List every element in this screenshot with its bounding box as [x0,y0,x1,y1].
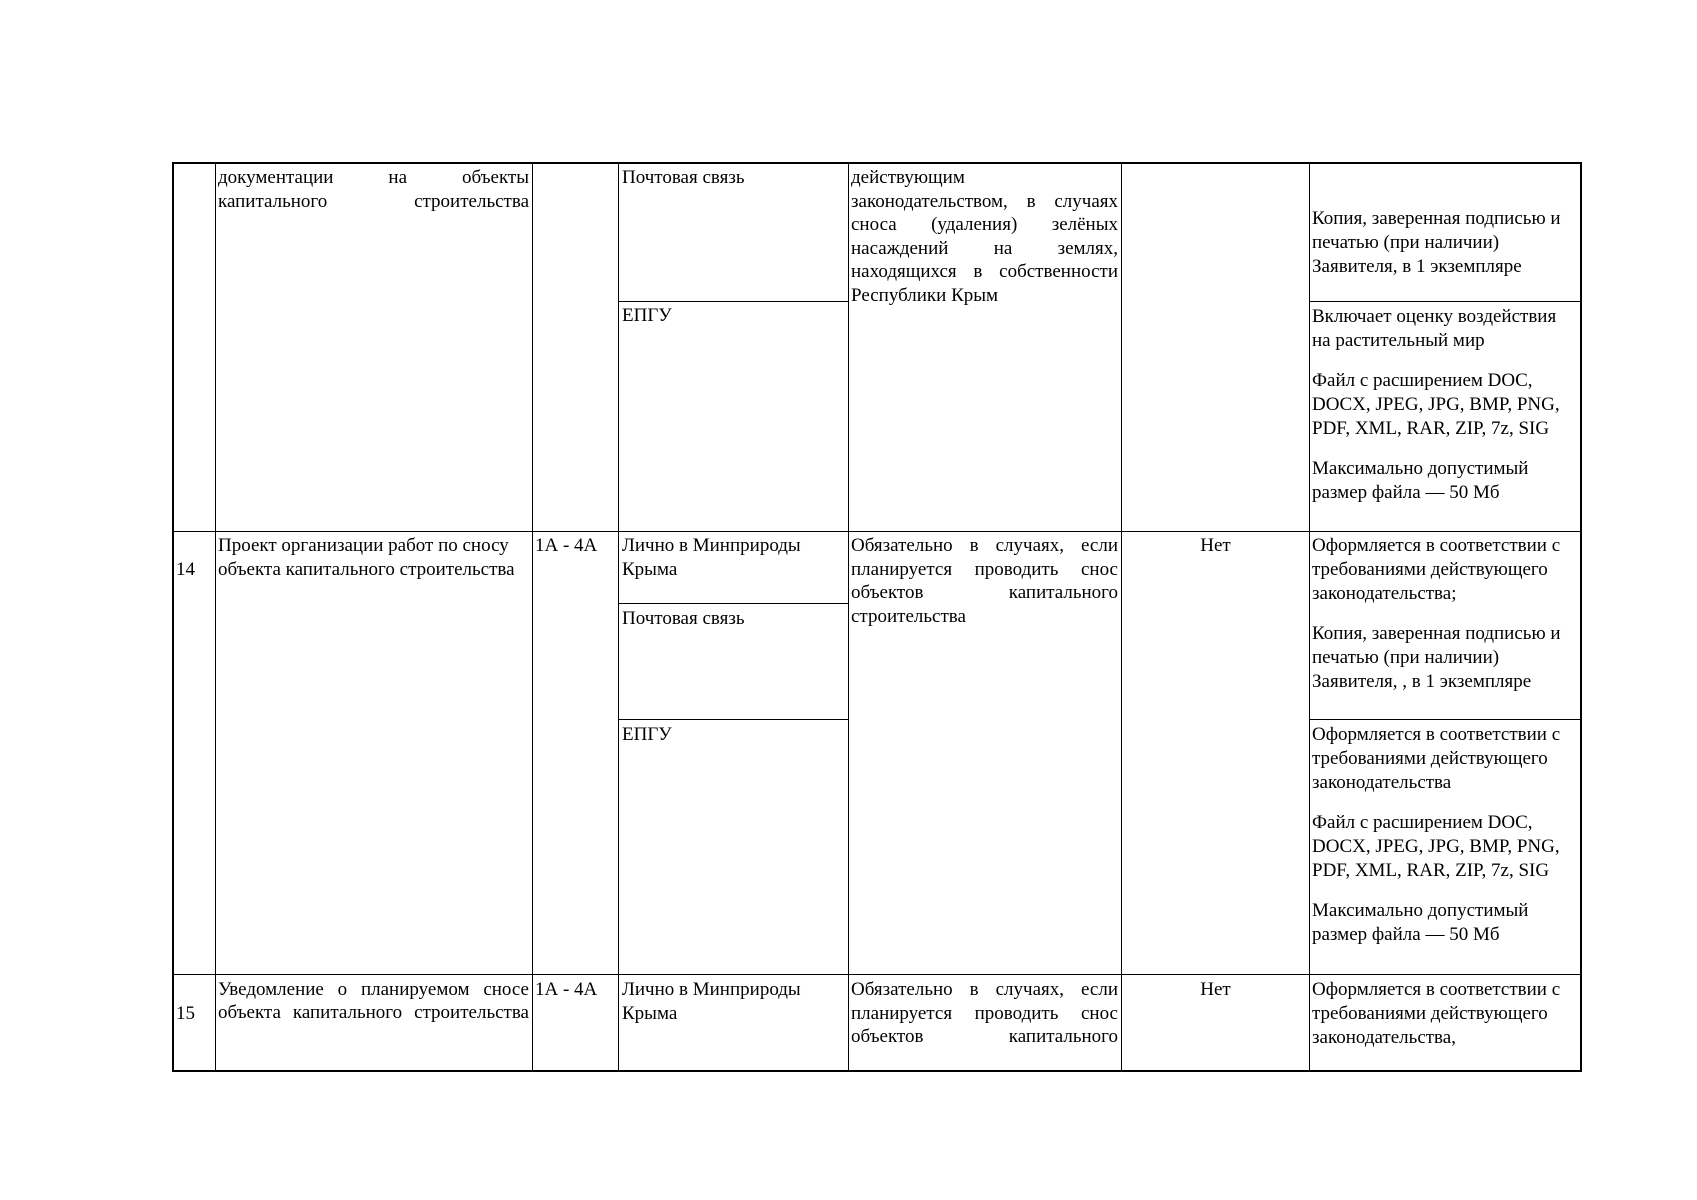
requirement-text: Максимально допустимый размер файла — 50 Мб [1312,458,1529,503]
column-separator [1309,162,1310,1072]
requirement-text: Файл с расширением DOC, DOCX, JPEG, JPG, BMP, PNG, PDF, XML, RAR, ZIP, 7z, SIG [1312,812,1560,881]
required-cell: Нет [1200,535,1231,556]
doc-name-cell: документации на объекты капитального строительства [218,167,529,212]
channel-cell: Почтовая связь [622,608,745,629]
doc-name-cell: Проект организации работ по сносу объекта капитального строительства [218,535,515,580]
requirement-text: Копия, заверенная подписью и печатью (при наличии) Заявителя, в 1 экземпляре [1312,208,1561,277]
channel-cell: Почтовая связь [622,167,745,188]
subrow-separator [618,719,848,720]
doc-name-cell: Уведомление о планируемом сносе объекта капитального строительства [218,979,529,1023]
row-separator [172,974,1582,975]
requirements-cell [1312,978,1580,1050]
channel-cell: Лично в Минприроды Крыма [622,535,801,580]
category-cell: 1А - 4А [535,535,598,556]
channel-cell: Лично в Минприроды Крыма [622,979,801,1024]
requirement-text: Включает оценку воздействия на растительный мир [1312,306,1557,351]
row-number: 15 [176,1003,195,1024]
table-border-top [172,162,1582,164]
table-border-bottom [172,1070,1582,1072]
channel-cell: ЕПГУ [622,305,672,326]
requirements-cell [1312,723,1580,947]
condition-cell: Обязательно в случаях, если планируется проводить снос объектов капитального [851,979,1118,1047]
requirements-cell [1312,534,1580,694]
subrow-separator [618,603,848,604]
requirements-cell [1312,207,1579,279]
table-border-left [172,162,174,1072]
column-separator [1121,162,1122,1072]
requirement-text: Оформляется в соответствии с требованиями действующего законодательства, [1312,979,1561,1048]
required-cell: Нет [1200,979,1231,1000]
condition-cell: Обязательно в случаях, если планируется проводить снос объектов капитального строительства [851,535,1118,627]
column-separator [848,162,849,1072]
requirement-text: Оформляется в соответствии с требованиями действующего законодательства [1312,724,1561,793]
subrow-separator [1309,719,1582,720]
category-cell: 1А - 4А [535,979,598,1000]
requirement-text: Файл с расширением DOC, DOCX, JPEG, JPG, BMP, PNG, PDF, XML, RAR, ZIP, 7z, SIG [1312,370,1560,439]
table-border-right [1580,162,1582,1072]
condition-cell: действующим законодательством, в случаях сноса (удаления) зелёных насаждений на землях, находящихся в собственности Республики Крым [851,167,1118,306]
column-separator [532,162,533,1072]
row-separator [172,531,1582,532]
subrow-separator [1309,301,1582,302]
requirement-text: Копия, заверенная подписью и печатью (при наличии) Заявителя, , в 1 экземпляре [1312,623,1561,692]
subrow-separator [618,301,848,302]
column-separator [215,162,216,1072]
channel-cell: ЕПГУ [622,724,672,745]
requirements-cell [1312,305,1579,505]
row-number: 14 [176,559,195,580]
column-separator [618,162,619,1072]
requirement-text: Оформляется в соответствии с требованиями действующего законодательства; [1312,535,1561,604]
requirement-text: Максимально допустимый размер файла — 50 Мб [1312,900,1529,945]
